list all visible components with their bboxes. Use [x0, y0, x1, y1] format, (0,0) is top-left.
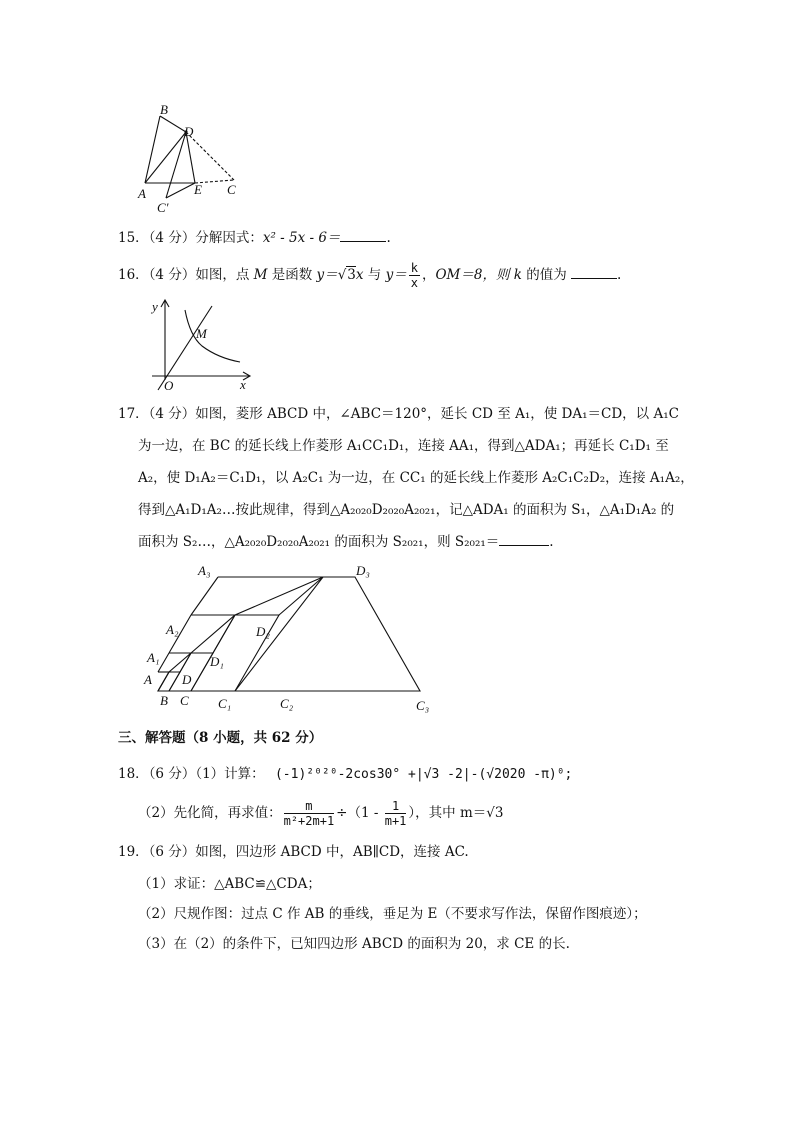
label-c: C — [180, 693, 189, 708]
question-16: 16．（4 分）如图，点 M 是函数 y＝√3x 与 y＝ $\frac{k}{x}$ ，OM＝8，则 k 的值为 . — [118, 261, 622, 290]
q16-text-1: 如图，点 — [195, 267, 254, 283]
label-d1: D₁ — [210, 654, 224, 669]
q16-score: （4 分） — [148, 267, 196, 283]
q17-line-2: 为一边，在 BC 的延长线上作菱形 A₁CC₁D₁，连接 AA₁，得到△ADA₁；再延长 C₁D₁ 至 — [138, 438, 669, 454]
label-c-prime: C′ — [157, 200, 169, 215]
q16-x: x — [355, 267, 364, 283]
label-a2: A₂ — [166, 622, 179, 637]
segment-dcprime — [166, 132, 186, 198]
rhombus-abcd — [158, 672, 180, 691]
label-c2: C₂ — [280, 696, 294, 711]
q18-expression-1: (-1)²⁰²⁰-2cos30° +|√3 -2|-(√2020 -π)⁰; — [274, 767, 573, 782]
q16-m: M — [253, 267, 268, 283]
q16-k: k — [513, 267, 522, 283]
q15-text: 分解因式： — [195, 230, 263, 246]
q15-answer-blank — [340, 229, 386, 242]
q15-expression: x² - 5x - 6＝ — [262, 230, 341, 246]
q17-line-1: 17．（4 分）如图，菱形 ABCD 中，∠ABC＝120°，延长 CD 至 A₁，使 DA₁＝CD，以 A₁C — [118, 406, 679, 422]
q16-text-2: 是函数 — [267, 267, 317, 283]
label-c1: C₁ — [218, 696, 232, 711]
question-18-part-1: 18．（6 分）（1）计算： (-1)²⁰²⁰-2cos30° +|√3 -2|-(√2020 -π)⁰; — [118, 766, 573, 782]
label-d2: D₂ — [256, 624, 270, 639]
q16-text-3: 与 — [363, 267, 386, 283]
figure-q16 — [140, 296, 260, 392]
q17-line-4: 得到△A₁D₁A₂…按此规律，得到△A₂₀₂₀D₂₀₂₀A₂₀₂₁，记△ADA₁ 的面积为 S₁，△A₁D₁A₂ 的 — [138, 502, 675, 518]
label-m: M — [196, 326, 207, 341]
q19-part-1: （1）求证：△ABC≌△CDA； — [138, 876, 321, 892]
q17-answer-blank — [499, 533, 549, 546]
q19-part-2: （2）尺规作图：过点 C 作 AB 的垂线，垂足为 E（不要求写作法，保留作图痕迹）； — [138, 906, 647, 922]
q17-line-5: 面积为 S₂…，△A₂₀₂₀D₂₀₂₀A₂₀₂₁ 的面积为 S₂₀₂₁，则 S₂₀₂₁＝ . — [138, 534, 554, 550]
label-a: A — [138, 186, 146, 201]
section-3-heading: 三、解答题（8 小题，共 62 分） — [118, 730, 323, 746]
q16-fraction: $\frac{k}{x}$ — [410, 261, 418, 290]
label-b: B — [160, 102, 168, 117]
label-y: y — [152, 299, 158, 314]
q15-end: . — [386, 230, 391, 246]
q16-om: OM＝8，则 — [435, 267, 514, 283]
label-d: D — [184, 124, 194, 139]
figure-q17 — [130, 560, 440, 720]
q18-fraction-2: $\frac{1}{m+1}$ — [384, 799, 407, 828]
label-a1: A₁ — [147, 650, 160, 665]
q16-number: 16． — [118, 267, 149, 283]
label-d: D — [182, 672, 192, 687]
label-a: A — [144, 672, 152, 687]
q18-fraction-1: $\frac{m}{\text{m²+2m+1}}$ — [283, 799, 335, 828]
label-d3: D₃ — [356, 563, 370, 578]
label-b: B — [160, 693, 168, 708]
q19-line-1: 19．（6 分）如图，四边形 ABCD 中，AB∥CD，连接 AC. — [118, 844, 469, 860]
question-18-part-2: （2）先化简，再求值： $\frac{m}{\text{m²+2m+1}}$ ÷（1 - $\frac{1}{m+1}$ ），其中 m＝√3 — [138, 799, 504, 828]
q16-sqrt: 3 — [347, 267, 356, 283]
label-a3: A₃ — [198, 563, 211, 578]
q16-answer-blank — [571, 266, 617, 279]
label-x: x — [240, 377, 246, 392]
q15-number: 15． — [118, 230, 149, 246]
hyperbola-curve — [185, 310, 240, 362]
q16-y2: y＝ — [385, 267, 407, 283]
label-o: O — [164, 378, 174, 392]
segment-bd — [160, 116, 186, 132]
q16-text-5: 的值为 — [521, 267, 572, 283]
q15-score: （4 分） — [148, 230, 196, 246]
question-15 — [118, 228, 391, 248]
label-c3: C₃ — [416, 698, 430, 713]
label-c: C — [227, 182, 236, 197]
label-e: E — [194, 182, 202, 197]
q19-part-3: （3）在（2）的条件下，已知四边形 ABCD 的面积为 20，求 CE 的长. — [138, 936, 570, 952]
figure-q14 — [130, 98, 250, 218]
q16-y1: y＝ — [316, 267, 338, 283]
q17-line-3: A₂，使 D₁A₂＝C₁D₁，以 A₂C₁ 为一边，在 CC₁ 的延长线上作菱形 A₂C₁C₂D₂，连接 A₁A₂， — [138, 470, 694, 486]
